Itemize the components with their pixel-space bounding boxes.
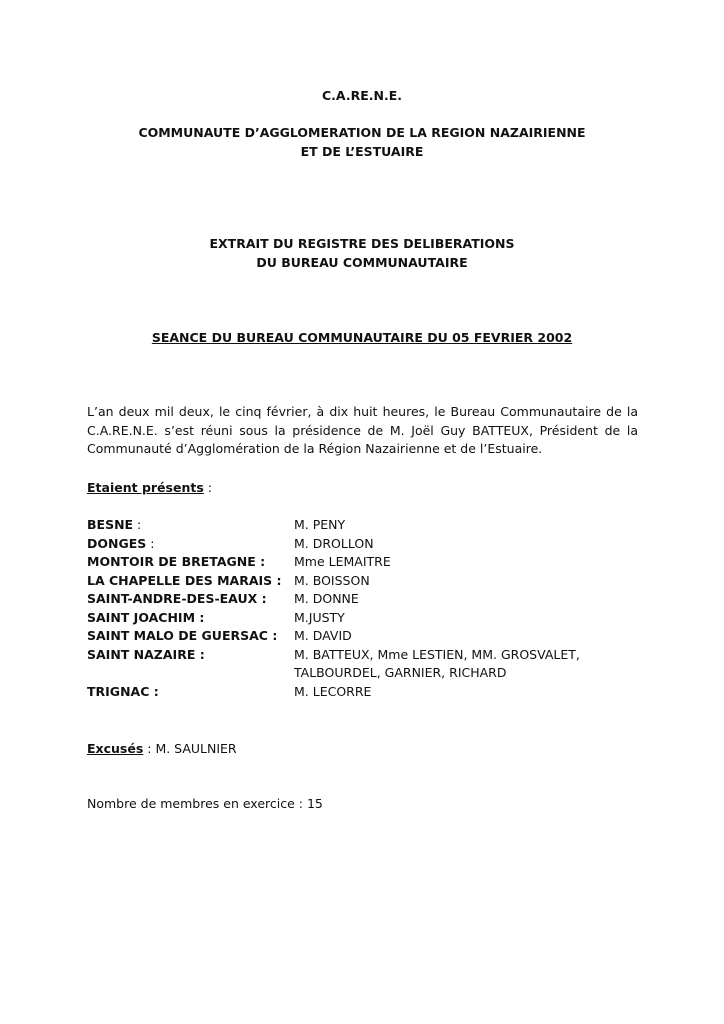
member-row — [87, 572, 647, 591]
org-full-name — [0, 124, 724, 161]
present-heading — [87, 479, 212, 498]
session-title: SEANCE DU BUREAU COMMUNAUTAIRE DU 05 FEVRIER 2002 — [151, 330, 573, 345]
commune-name: SAINT NAZAIRE : — [87, 646, 205, 662]
member-commune — [87, 664, 294, 683]
member-row — [87, 590, 647, 609]
commune-name: DONGES — [87, 535, 147, 551]
intro-line3: Communauté d’Agglomération de la Région Nazairienne et de l’Estuaire. — [87, 441, 543, 456]
members-list — [87, 516, 647, 701]
member-person: Mme LEMAITRE — [294, 554, 391, 569]
member-row — [87, 627, 647, 646]
org-acronym: C.A.RE.N.E. — [322, 88, 402, 103]
member-commune — [87, 609, 294, 628]
member-row — [87, 646, 647, 665]
member-person: M. DROLLON — [294, 535, 374, 551]
intro-line2: C.A.RE.N.E. s’est réuni sous la présidence de M. Joël Guy BATTEUX, Président de la — [87, 422, 638, 438]
member-commune — [87, 572, 294, 591]
org-full-name-line1: COMMUNAUTE D’AGGLOMERATION DE LA REGION NAZAIRIENNE — [138, 125, 586, 140]
member-row — [87, 553, 647, 572]
member-commune — [87, 516, 294, 535]
excuses-line — [87, 740, 237, 759]
member-row — [87, 664, 647, 683]
member-person: M. DAVID — [294, 628, 352, 643]
commune-name: MONTOIR DE BRETAGNE : — [87, 554, 266, 569]
member-commune — [87, 590, 294, 609]
member-row — [87, 609, 647, 628]
intro-line1: L’an deux mil deux, le cinq février, à dix huit heures, le Bureau Communautaire de la — [87, 404, 638, 419]
org-full-name-line2: ET DE L’ESTUAIRE — [300, 143, 424, 159]
member-commune — [87, 646, 294, 665]
excuses-label: Excusés — [87, 741, 144, 756]
intro-paragraph — [87, 403, 638, 459]
member-commune — [87, 683, 294, 702]
member-person: M. PENY — [294, 517, 346, 532]
member-person: M. LECORRE — [294, 683, 372, 699]
member-row — [87, 516, 647, 535]
member-person: M. DONNE — [294, 591, 359, 606]
present-suffix: : — [203, 480, 212, 495]
member-person: TALBOURDEL, GARNIER, RICHARD — [294, 665, 507, 680]
register-title — [0, 235, 724, 272]
commune-name: TRIGNAC : — [87, 683, 159, 699]
member-row — [87, 683, 647, 702]
member-commune — [87, 535, 294, 554]
commune-name: BESNE — [87, 517, 134, 532]
member-commune — [87, 627, 294, 646]
present-label: Etaient présents — [87, 480, 204, 495]
member-count: Nombre de membres en exercice : 15 — [87, 796, 323, 811]
commune-sep: : — [146, 535, 155, 551]
register-title-line2: DU BUREAU COMMUNAUTAIRE — [256, 254, 468, 270]
commune-name: SAINT-ANDRE-DES-EAUX : — [87, 591, 267, 606]
member-person: M.JUSTY — [294, 609, 345, 625]
register-title-line1: EXTRAIT DU REGISTRE DES DELIBERATIONS — [209, 236, 515, 251]
commune-name: LA CHAPELLE DES MARAIS : — [87, 572, 282, 588]
commune-sep: : — [133, 517, 142, 532]
member-row — [87, 535, 647, 554]
excuses-text: : M. SAULNIER — [143, 741, 237, 756]
commune-name: SAINT JOACHIM : — [87, 609, 205, 625]
member-person: M. BATTEUX, Mme LESTIEN, MM. GROSVALET, — [294, 646, 580, 662]
member-person: M. BOISSON — [294, 572, 370, 588]
commune-name: SAINT MALO DE GUERSAC : — [87, 628, 278, 643]
member-commune — [87, 553, 294, 572]
